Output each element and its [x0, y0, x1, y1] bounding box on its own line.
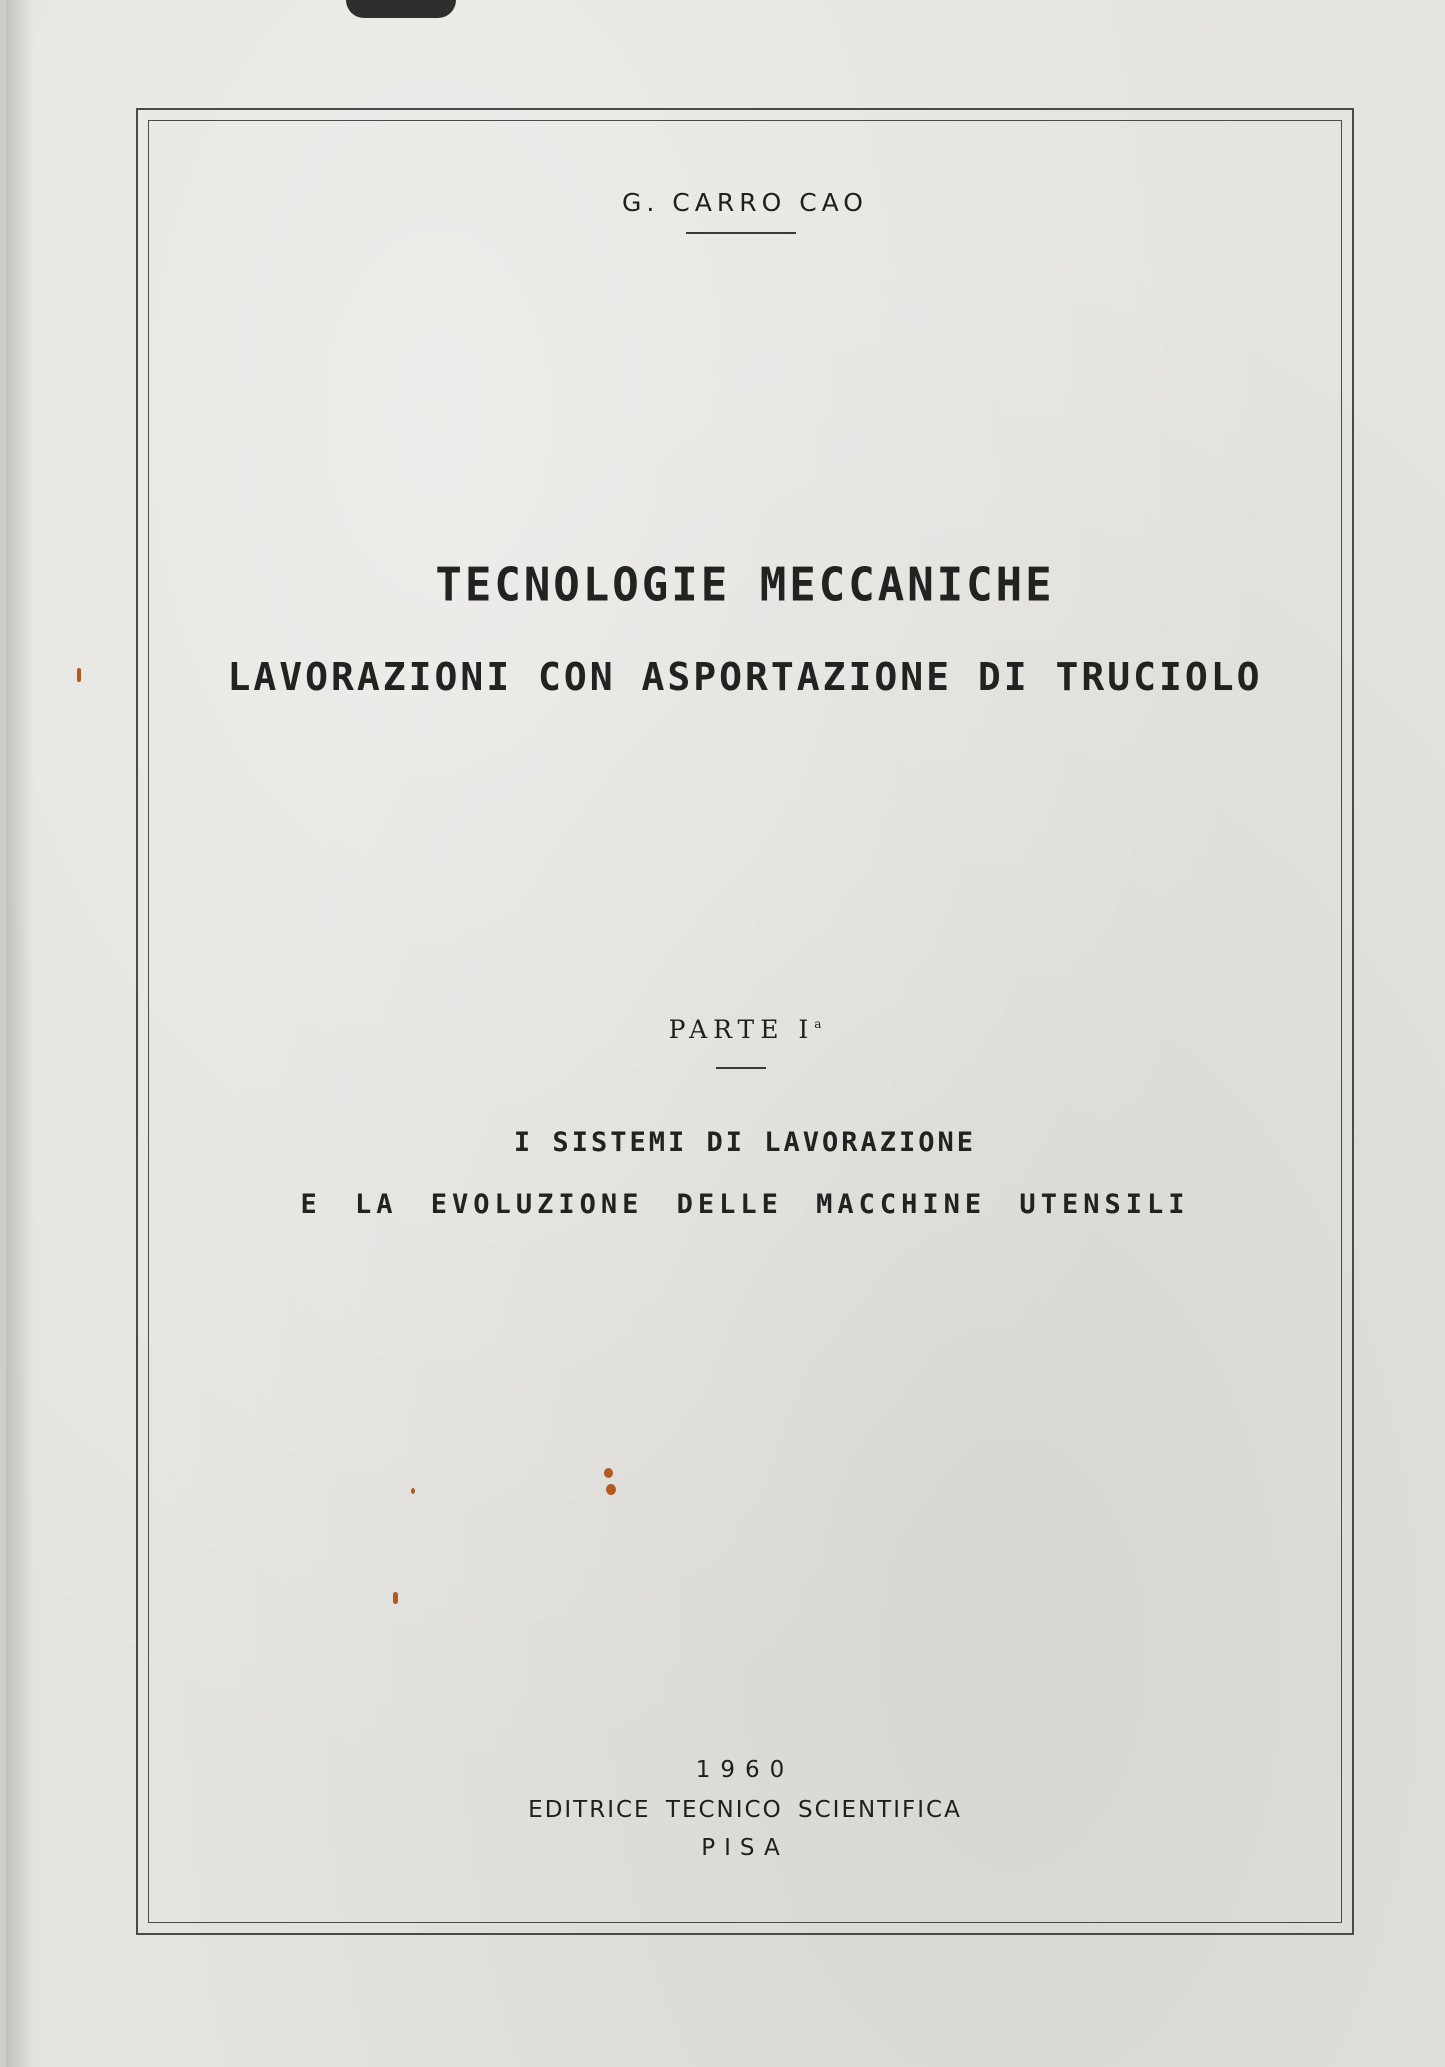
part-ordinal-suffix: a — [814, 1017, 822, 1031]
subtitle-line-2: E LA EVOLUZIONE DELLE MACCHINE UTENSILI — [300, 1189, 1190, 1220]
publication-city: PISA — [701, 1835, 789, 1861]
part-label — [148, 1015, 1342, 1044]
foxing-spot — [604, 1468, 613, 1478]
publication-year: 1960 — [695, 1757, 795, 1783]
author-divider — [686, 232, 796, 234]
publisher-name: EDITRICE TECNICO SCIENTIFICA — [528, 1797, 962, 1823]
foxing-spot — [411, 1488, 415, 1494]
part-number: PARTE I — [668, 1015, 815, 1044]
part-divider — [716, 1067, 766, 1069]
subtitle-line-1: I SISTEMI DI LAVORAZIONE — [513, 1127, 977, 1158]
author-name: G. CARRO CAO — [622, 188, 868, 217]
foxing-spot — [77, 668, 81, 682]
title-line-2: LAVORAZIONI CON ASPORTAZIONE DI TRUCIOLO — [227, 655, 1263, 699]
foxing-spot — [606, 1484, 616, 1495]
foxing-spot — [393, 1592, 398, 1604]
top-edge-damage — [346, 0, 456, 18]
spine-shadow — [6, 0, 34, 2067]
title-line-1: TECNOLOGIE MECCANICHE — [435, 558, 1055, 613]
